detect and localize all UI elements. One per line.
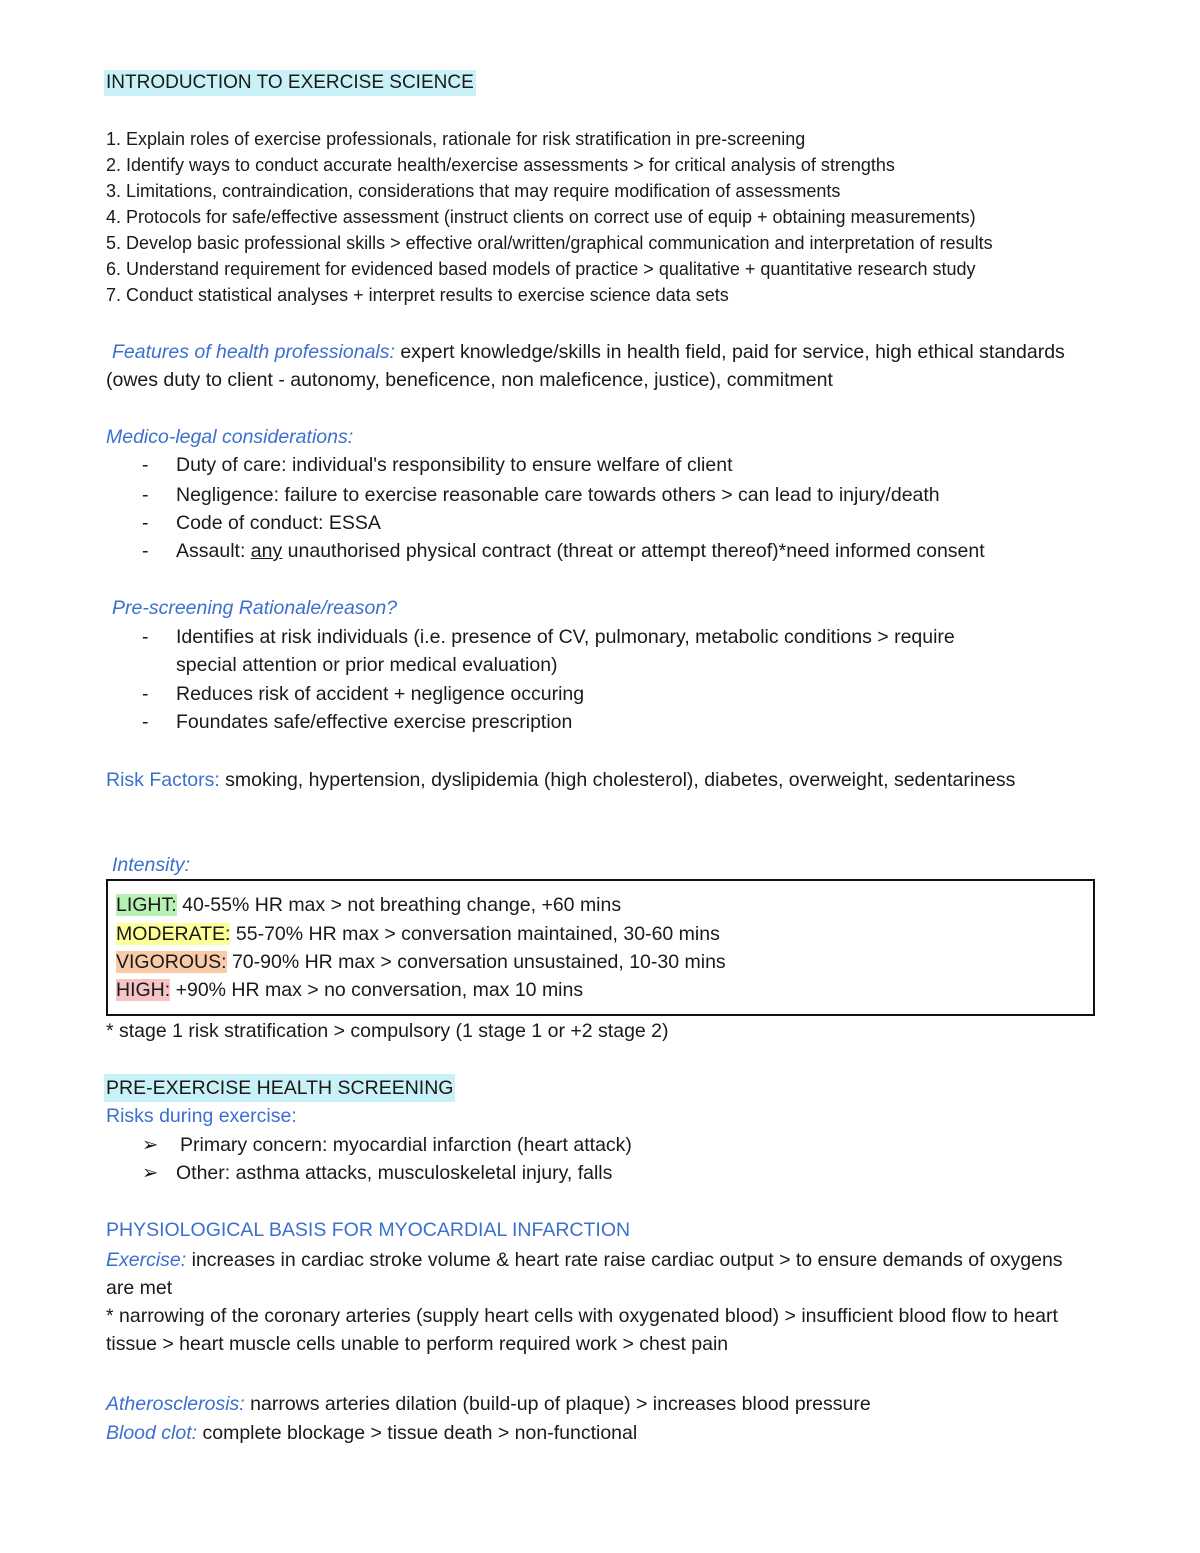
- intensity-note: * stage 1 risk stratification > compulsory (1 stage 1 or +2 stage 2): [106, 1020, 669, 1042]
- blood-clot-label: Blood clot:: [106, 1422, 198, 1444]
- bullet-dash: -: [142, 626, 149, 648]
- prescreening-item: - Reduces risk of accident + negligence occuring: [142, 680, 1092, 708]
- bullet-dash: -: [142, 711, 149, 733]
- underlined-word: any: [250, 540, 283, 562]
- blood-clot-line: Blood clot: complete blockage > tissue death > non-functional: [106, 1422, 638, 1444]
- arrow-bullet-icon: ➢: [142, 1134, 159, 1156]
- prescreening-item: - Foundates safe/effective exercise prescription: [142, 708, 1092, 736]
- objective-item: 6. Understand requirement for evidenced based models of practice > qualitative + quantitative research study: [106, 259, 976, 279]
- bullet-dash: -: [142, 484, 149, 506]
- risks-during-exercise-label: Risks during exercise:: [106, 1105, 297, 1127]
- atherosclerosis-label: Atherosclerosis:: [106, 1393, 245, 1415]
- objective-item: 3. Limitations, contraindication, considerations that may require modification of assessments: [106, 181, 841, 201]
- objective-item: 2. Identify ways to conduct accurate health/exercise assessments > for critical analysis of strengths: [106, 155, 895, 175]
- prescreening-item: - Identifies at risk individuals (i.e. presence of CV, pulmonary, metabolic conditions > require: [142, 623, 1092, 651]
- features-text: expert knowledge/skills in health field, paid for service, high ethical standards (owes duty to client - autonomy, beneficence, non maleficence, justice), commitment: [106, 341, 1065, 391]
- features-paragraph: [106, 338, 1096, 394]
- objective-item: 4. Protocols for safe/effective assessment (instruct clients on correct use of equip + obtaining measurements): [106, 207, 976, 227]
- medico-legal-item: - Code of conduct: ESSA: [142, 509, 1092, 537]
- medico-legal-item: - Negligence: failure to exercise reasonable care towards others > can lead to injury/death: [142, 481, 1092, 509]
- prescreening-label: Pre-screening Rationale/reason?: [112, 597, 398, 619]
- exercise-paragraph: Exercise: increases in cardiac stroke volume & heart rate raise cardiac output > to ensure demands of oxygens are met: [106, 1249, 1063, 1299]
- risk-item: ➢ Other: asthma attacks, musculoskeletal injury, falls: [142, 1159, 1092, 1187]
- bullet-dash: -: [142, 540, 149, 562]
- intensity-row-moderate: MODERATE: 55-70% HR max > conversation maintained, 30-60 mins: [116, 923, 720, 945]
- intensity-label: Intensity:: [112, 854, 191, 876]
- exercise-label: Exercise:: [106, 1249, 187, 1271]
- bullet-dash: -: [142, 683, 149, 705]
- features-label: Features of health professionals:: [112, 341, 395, 363]
- physiological-heading: PHYSIOLOGICAL BASIS FOR MYOCARDIAL INFARCTION: [106, 1219, 631, 1241]
- arrow-bullet-icon: ➢: [142, 1162, 159, 1184]
- risk-factors-label: Risk Factors:: [106, 769, 220, 791]
- intro-heading: INTRODUCTION TO EXERCISE SCIENCE: [104, 70, 476, 96]
- pre-exercise-heading: PRE-EXERCISE HEALTH SCREENING: [104, 1074, 455, 1102]
- risk-factors-paragraph: [106, 766, 1096, 794]
- intensity-row-high: HIGH: +90% HR max > no conversation, max 10 mins: [116, 979, 584, 1001]
- intensity-row-vigorous: VIGOROUS: 70-90% HR max > conversation unsustained, 10-30 mins: [116, 951, 726, 973]
- risk-factors-text: smoking, hypertension, dyslipidemia (high cholesterol), diabetes, overweight, sedentariness: [219, 769, 1016, 791]
- medico-legal-item: - Duty of care: individual's responsibility to ensure welfare of client: [142, 451, 1092, 479]
- coronary-note: * narrowing of the coronary arteries (supply heart cells with oxygenated blood) > insufficient blood flow to heart tissue > heart muscle cells unable to perform required work > chest pain: [106, 1305, 1058, 1355]
- medico-legal-item: - Assault: any unauthorised physical contract (threat or attempt thereof)*need informed consent: [142, 537, 1092, 565]
- objective-item: 5. Develop basic professional skills > effective oral/written/graphical communication and interpretation of results: [106, 233, 993, 253]
- intensity-level-name: MODERATE:: [116, 923, 231, 945]
- bullet-dash: -: [142, 454, 149, 476]
- intensity-row-light: LIGHT: 40-55% HR max > not breathing change, +60 mins: [116, 894, 622, 916]
- intensity-level-name: LIGHT:: [116, 894, 177, 916]
- risk-item: ➢ Primary concern: myocardial infarction (heart attack): [142, 1131, 1092, 1159]
- intensity-level-name: HIGH:: [116, 979, 171, 1001]
- atherosclerosis-line: Atherosclerosis: narrows arteries dilation (build-up of plaque) > increases blood pressure: [106, 1393, 871, 1415]
- objective-item: 1. Explain roles of exercise professionals, rationale for risk stratification in pre-screening: [106, 129, 806, 149]
- prescreening-item-continued: special attention or prior medical evaluation): [176, 654, 558, 676]
- bullet-dash: -: [142, 512, 149, 534]
- intensity-box: [106, 879, 1095, 1016]
- medico-legal-label: Medico-legal considerations:: [106, 426, 354, 448]
- intensity-level-name: VIGOROUS:: [116, 951, 227, 973]
- objective-item: 7. Conduct statistical analyses + interpret results to exercise science data sets: [106, 285, 729, 305]
